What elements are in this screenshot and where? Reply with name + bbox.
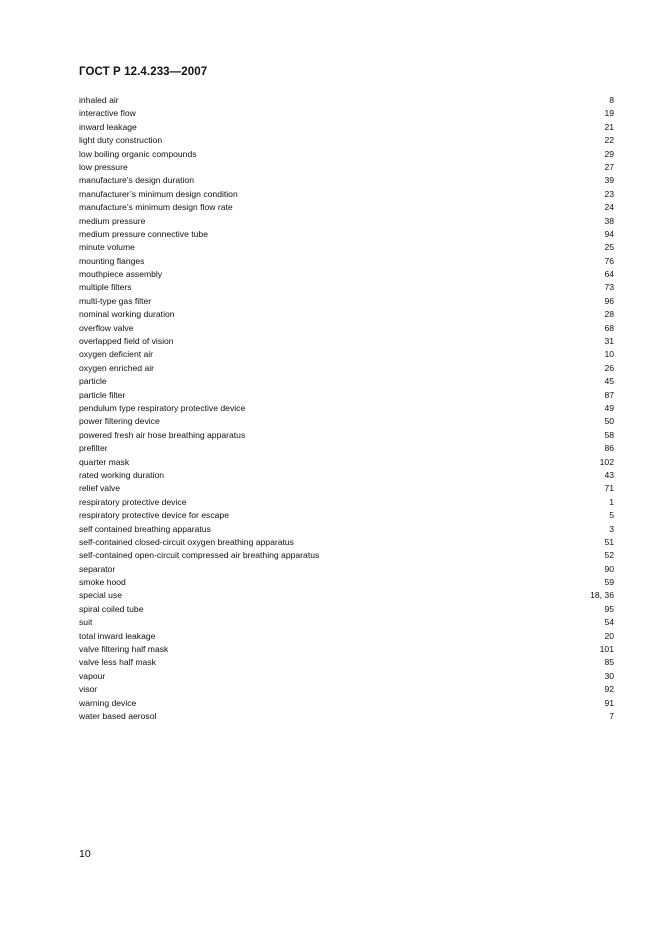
entry-page-ref: 76 [604,255,614,266]
standard-title: ГОСТ Р 12.4.233—2007 [79,66,208,78]
entry-term: quarter mask [79,456,130,467]
index-entry [79,523,614,536]
entry-term: rated working duration [79,469,165,480]
entry-page-ref: 95 [604,603,614,614]
entry-page-ref: 64 [604,269,614,280]
entry-term: warning device [79,697,137,708]
entry-term: oxygen deficient air [79,349,154,360]
entry-page-ref: 101 [599,644,614,655]
entry-term: low pressure [79,161,128,172]
index-entry [79,362,614,375]
index-entry [79,134,614,147]
index-entry [79,188,614,201]
entry-term: mounting flanges [79,255,145,266]
entry-page-ref: 73 [604,282,614,293]
entry-term: vapour [79,670,106,681]
index-entry [79,308,614,321]
entry-term: self-contained closed-circuit oxygen breathing apparatus [79,536,294,547]
entry-page-ref: 96 [604,295,614,306]
entry-page-ref: 94 [604,228,614,239]
entry-term: minute volume [79,242,135,253]
entry-term: nominal working duration [79,309,175,320]
entry-page-ref: 22 [604,135,614,146]
entry-term: spiral coiled tube [79,603,144,614]
entry-term: power filtering device [79,416,160,427]
entry-page-ref: 28 [604,309,614,320]
entry-term: medium pressure connective tube [79,228,208,239]
index-entry [79,643,614,656]
index-entry [79,616,614,629]
entry-page-ref: 91 [604,697,614,708]
entry-page-ref: 68 [604,322,614,333]
document-header [79,66,207,78]
entry-term: valve filtering half mask [79,644,169,655]
entry-term: valve less half mask [79,657,156,668]
index-entry [79,683,614,696]
entry-page-ref: 21 [604,121,614,132]
entry-page-ref: 85 [604,657,614,668]
entry-page-ref: 51 [604,536,614,547]
index-entry [79,201,614,214]
entry-page-ref: 31 [604,336,614,347]
index-entry [79,268,614,281]
entry-term: respiratory protective device [79,496,187,507]
index-entry [79,322,614,335]
index-entry [79,215,614,228]
index-entry [79,482,614,495]
index-entry [79,228,614,241]
entry-page-ref: 45 [604,376,614,387]
index-entry [79,549,614,562]
entry-page-ref: 20 [604,630,614,641]
entry-page-ref: 30 [604,670,614,681]
index-entry [79,603,614,616]
index-entry [79,469,614,482]
entry-page-ref: 39 [604,175,614,186]
entry-page-ref: 18, 36 [590,590,614,601]
entry-page-ref: 71 [604,483,614,494]
entry-term: relief valve [79,483,121,494]
index-entry [79,281,614,294]
entry-page-ref: 8 [609,95,614,105]
index-entry [79,442,614,455]
entry-term: smoke hood [79,577,126,588]
entry-term: manufacture’s minimum design flow rate [79,202,233,213]
entry-term: self contained breathing apparatus [79,523,211,534]
index-entry [79,402,614,415]
entry-page-ref: 43 [604,469,614,480]
index-entry [79,630,614,643]
entry-page-ref: 29 [604,148,614,159]
index-entry [79,107,614,120]
index-entry [79,295,614,308]
entry-term: inhaled air [79,95,119,105]
entry-page-ref: 102 [599,456,614,467]
index-entry [79,174,614,187]
index-entry [79,536,614,549]
entry-term: powered fresh air hose breathing apparatus [79,429,246,440]
entry-page-ref: 52 [604,550,614,561]
index-entry [79,375,614,388]
entry-page-ref: 90 [604,563,614,574]
index-entry [79,563,614,576]
entry-page-ref: 1 [609,496,614,507]
entry-term: suit [79,617,93,628]
entry-page-ref: 25 [604,242,614,253]
entry-page-ref: 87 [604,389,614,400]
entry-term: respiratory protective device for escape [79,510,229,521]
entry-page-ref: 49 [604,402,614,413]
entry-term: multiple filters [79,282,132,293]
entry-term: total inward leakage [79,630,156,641]
page-number: 10 [79,848,91,860]
index-entry [79,589,614,602]
index-entry [79,415,614,428]
entry-page-ref: 50 [604,416,614,427]
index-entry [79,656,614,669]
entry-page-ref: 58 [604,429,614,440]
entry-page-ref: 23 [604,188,614,199]
index-entry [79,389,614,402]
entry-page-ref: 59 [604,577,614,588]
index-entry [79,710,614,723]
entry-term: special use [79,590,122,601]
entry-term: manufacture’s design duration [79,175,194,186]
index-entry [79,148,614,161]
entry-page-ref: 19 [604,108,614,119]
entry-term: medium pressure [79,215,146,226]
entry-term: inward leakage [79,121,137,132]
entry-term: prefilter [79,443,108,454]
entry-page-ref: 26 [604,362,614,373]
entry-term: light duty construction [79,135,163,146]
entry-term: particle [79,376,107,387]
index-entry [79,94,614,107]
entry-page-ref: 24 [604,202,614,213]
entry-term: interactive flow [79,108,136,119]
entry-page-ref: 3 [609,523,614,534]
entry-term: separator [79,563,116,574]
entry-term: overflow valve [79,322,134,333]
entry-term: oxygen enriched air [79,362,155,373]
entry-term: visor [79,684,98,695]
index-entry [79,255,614,268]
index-entry [79,576,614,589]
entry-page-ref: 10 [604,349,614,360]
entry-page-ref: 54 [604,617,614,628]
entry-term: water based aerosol [79,710,157,721]
entry-page-ref: 7 [609,710,614,721]
index-entry [79,348,614,361]
term-index-list [79,94,614,723]
entry-term: low boiling organic compounds [79,148,197,159]
entry-term: pendulum type respiratory protective device [79,402,246,413]
entry-page-ref: 92 [604,684,614,695]
entry-page-ref: 86 [604,443,614,454]
index-entry [79,670,614,683]
index-entry [79,429,614,442]
index-entry [79,121,614,134]
index-entry [79,335,614,348]
entry-page-ref: 27 [604,161,614,172]
entry-term: particle filter [79,389,126,400]
entry-term: manufacturer’s minimum design condition [79,188,238,199]
entry-term: overlapped field of vision [79,336,174,347]
entry-page-ref: 5 [609,510,614,521]
index-entry [79,456,614,469]
index-entry [79,509,614,522]
entry-page-ref: 38 [604,215,614,226]
index-entry [79,496,614,509]
entry-term: self-contained open-circuit compressed air breathing apparatus [79,550,320,561]
entry-term: multi-type gas filter [79,295,152,306]
entry-term: mouthpiece assembly [79,269,163,280]
index-entry [79,241,614,254]
index-entry [79,697,614,710]
index-entry [79,161,614,174]
